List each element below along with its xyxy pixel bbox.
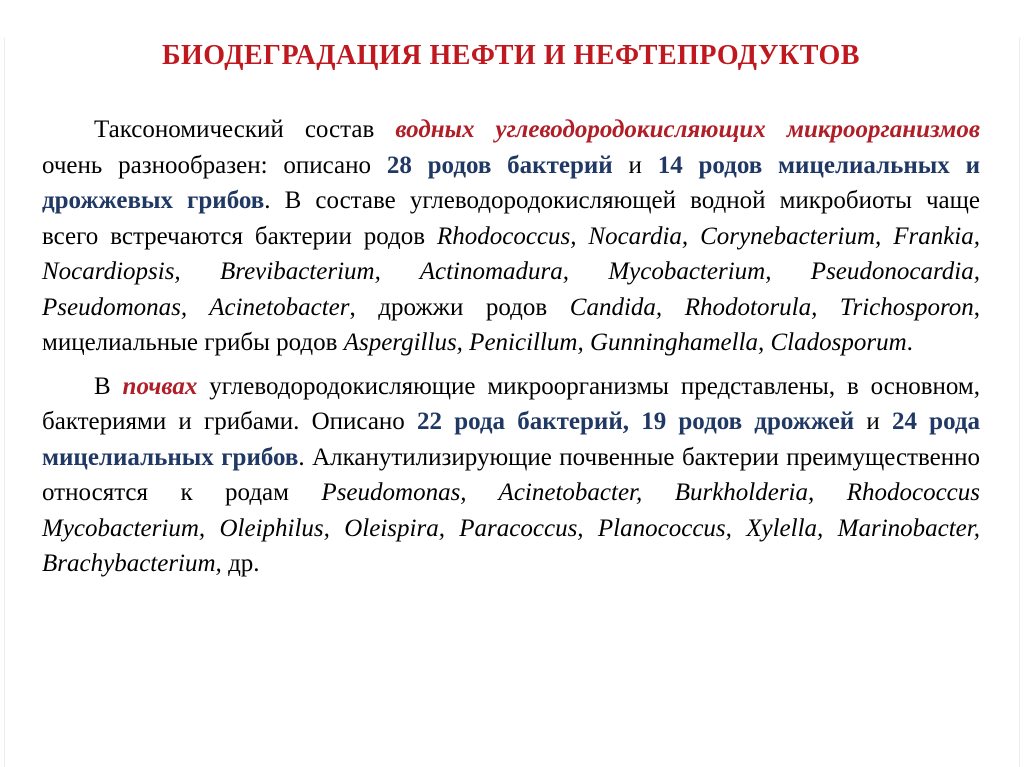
text-run: . В составе углеводородокисляющей водной микробиоты чаще всего встречаются бактерии родов <box>42 187 980 250</box>
text-run: . <box>906 329 913 356</box>
presentation-slide <box>0 38 1024 767</box>
text-run: почвах <box>122 372 198 400</box>
text-run: . Алканутилизирующие почвенные бактерии преимущественно относятся к родам <box>42 443 980 506</box>
slide-body <box>0 112 1024 582</box>
text-run: Rhodococcus, Nocardia, Corynebacterium, Frankia, Nocardiopsis, Brevibacterium, Actinomadura, Mycobacterium, Pseudonocardia, Pseudomonas, Acinetobacter <box>42 222 980 321</box>
paragraph-taxonomy-soil <box>42 369 980 582</box>
paragraph-taxonomy-aquatic <box>42 112 980 361</box>
text-run: 24 рода мицелиальных грибов <box>42 408 981 471</box>
text-run: очень разнообразен: описано <box>42 151 387 179</box>
text-run: 28 родов бактерий <box>386 151 613 179</box>
text-run: , дрожжи родов <box>349 293 570 321</box>
text-run: Aspergillus, Penicillum, Gunninghamella, Cladosporum <box>343 329 907 356</box>
text-run: Candida, Rhodotorula, Trichosporon <box>569 293 974 321</box>
slide-title: БИОДЕГРАДАЦИЯ НЕФТИ И НЕФТЕПРОДУКТОВ <box>162 40 860 71</box>
text-run: Pseudomonas, Acinetobacter, Burkholderia, Rhodococcus Mycobacterium, Oleiphilus, Oleispira, Paracoccus, Planococcus, Xylella, Marinobacter, Brachybacterium, <box>42 479 980 577</box>
text-run: и <box>854 408 892 435</box>
text-run: водных углеводородокисляющих микроорганизмов <box>395 116 980 143</box>
text-run: 22 рода бактерий, 19 родов дрожжей <box>417 408 855 435</box>
text-run: В <box>94 372 123 400</box>
text-run: 14 родов мицелиальных и дрожжевых грибов <box>42 151 980 214</box>
text-run: и <box>612 151 658 179</box>
text-run: др. <box>221 550 260 577</box>
text-run: Таксономический состав <box>94 116 396 143</box>
text-run: , мицелиальные грибы родов <box>42 293 981 356</box>
text-run: углеводородокисляющие микроорганизмы представлены, в основном, бактериями и грибами. Описано <box>42 372 980 435</box>
